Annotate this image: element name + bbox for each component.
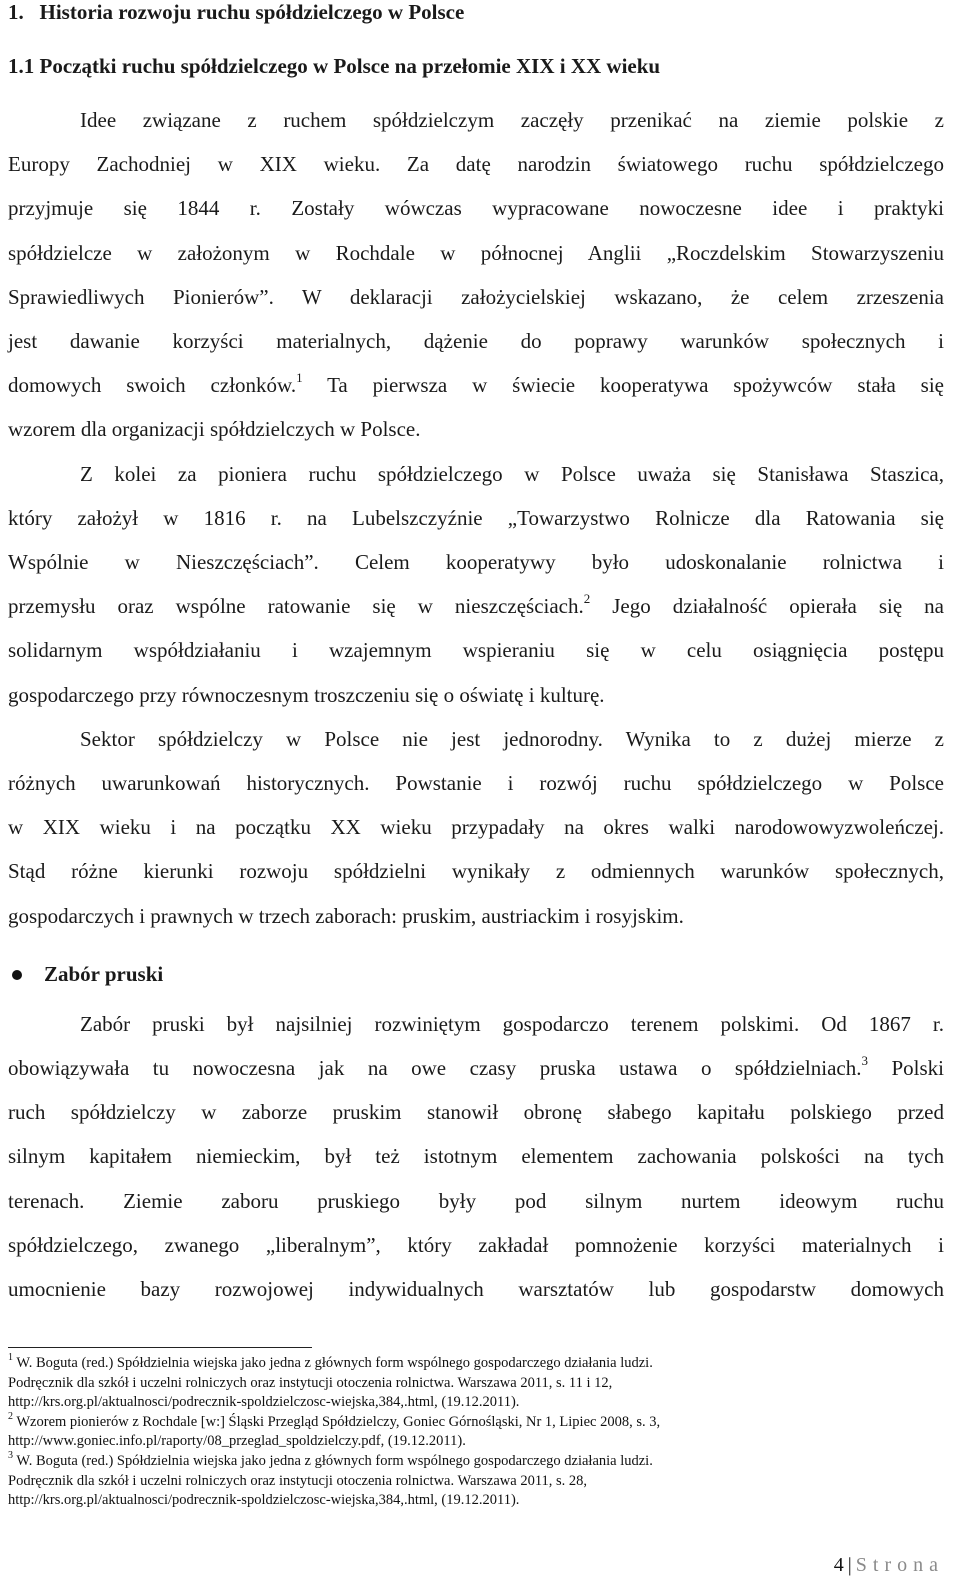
paragraph-3 [8,717,944,938]
footnote-number: 1 [8,1352,13,1364]
text-line: Sprawiedliwych Pionierów”. W deklaracji założycielskiej wskazano, że celem zrzeszenia [8,284,944,309]
chapter-heading: 1. Historia rozwoju ruchu spółdzielczego w Polsce [8,0,465,24]
text-segment: Ta pierwsza w świecie kooperatywa spożywców stała się [302,373,944,398]
paragraph-4 [8,1002,944,1311]
page-number-separator: | [847,1554,852,1576]
text-line: umocnienie bazy rozwojowej indywidualnych warsztatów lub gospodarstw domowych [8,1277,944,1302]
page-number-value: 4 [833,1554,844,1576]
footnote-line [8,1354,938,1374]
text-line: Z kolei za pioniera ruchu spółdzielczego w Polsce uważa się Stanisława Staszica, [80,461,944,486]
text-line: silnym kapitałem niemieckim, był też istotnym elementem zachowania polskości na tych [8,1144,944,1169]
footnote-separator [8,1347,312,1348]
paragraph-2 [8,452,944,717]
footnote-ref-1[interactable]: 1 [296,370,303,386]
footnote-line [8,1393,938,1413]
text-segment: przemysłu oraz wspólne ratowanie się w nieszczęściach. [8,594,584,619]
footnote-text: W. Boguta (red.) Spółdzielnia wiejska jako jedna z głównych form wspólnego gospodarczego działania ludzi. [13,1452,653,1469]
text-segment: obowiązywała tu nowoczesna jak na owe czasy pruska ustawa o spółdzielniach. [8,1056,862,1081]
footnote-line [8,1452,938,1472]
bullet-label: Zabór pruski [44,962,164,987]
text-segment: domowych swoich członków. [8,373,297,398]
text-line [8,363,944,407]
footnote-text: Podręcznik dla szkół i uczelni rolniczych oraz instytucji otoczenia rolnictwa. Warszawa 2011, s. 11 i 12, [8,1374,613,1391]
text-line: wzorem dla organizacji spółdzielczych w Polsce. [8,417,421,442]
footnote-link[interactable]: http://krs.org.pl/aktualnosci/podrecznik-spoldzielczosc-wiejska,384,.html, (19.12.2011). [8,1394,520,1411]
footnote-line [8,1410,938,1433]
text-line: gospodarczych i prawnych w trzech zaborach: pruskim, austriackim i rosyjskim. [8,903,684,928]
text-line: gospodarczego przy równoczesnym troszczeniu się o oświatę i kulturę. [8,682,605,707]
paragraph-1 [8,98,944,452]
text-line: Idee związane z ruchem spółdzielczym zaczęły przenikać na ziemie polskie z [80,108,944,132]
footnote-link[interactable]: http://krs.org.pl/aktualnosci/podrecznik-spoldzielczosc-wiejska,384,.html, (19.12.2011). [8,1492,520,1509]
text-line: Stąd różne kierunki rozwoju spółdzielni wynikały z odmiennych warunków społecznych, [8,859,944,884]
bullet-icon [12,970,22,980]
text-line: terenach. Ziemie zaboru pruskiego były pod silnym nurtem ideowym ruchu [8,1188,944,1213]
footnote-line [8,1472,938,1492]
bullet-item-zabor-pruski [8,952,944,998]
text-segment: Polski [867,1056,944,1081]
text-line: w XIX wieku i na początku XX wieku przypadały na okres walki narodowowyzwoleńczej. [8,815,944,840]
footnote-text: Podręcznik dla szkół i uczelni rolniczych oraz instytucji otoczenia rolnictwa. Warszawa 2011, s. 28, [8,1472,588,1489]
footnote-text: W. Boguta (red.) Spółdzielnia wiejska jako jedna z głównych form wspólnego gospodarczego działania ludzi. [13,1355,653,1371]
text-line: spółdzielcze w założonym w Rochdale w północnej Anglii „Roczdelskim Stowarzyszeniu [8,240,944,265]
text-line: który założył w 1816 r. na Lubelszczyźnie „Towarzystwo Rolnicze dla Ratowania się [8,505,944,530]
text-line: Wspólnie w Nieszczęściach”. Celem kooperatywy było udoskonalanie rolnictwa i [8,550,944,575]
text-segment: Jego działalność opierała się na [590,594,944,619]
footnote-number: 3 [8,1450,13,1462]
text-line: jest dawanie korzyści materialnych, dążenie do poprawy warunków społecznych i [8,329,944,354]
text-line [8,584,944,628]
text-line: Zabór pruski był najsilniej rozwiniętym gospodarczo terenem polskimi. Od 1867 r. [80,1011,944,1036]
text-line: Sektor spółdzielczy w Polsce nie jest jednorodny. Wynika to z dużej mierze z [80,726,944,751]
page-number [834,1554,944,1577]
footnote-line [8,1374,938,1394]
footnote-ref-3[interactable]: 3 [861,1053,868,1069]
text-line [8,1046,944,1090]
footnote-number: 2 [8,1410,13,1422]
text-line: solidarnym współdziałaniu i wzajemnym wspieraniu się w celu osiągnięcia postępu [8,638,944,663]
text-line: ruch spółdzielczy w zaborze pruskim stanowił obronę słabego kapitału polskiego przed [8,1100,944,1125]
text-line: spółdzielczego, zwanego „liberalnym”, który zakładał pomnożenie korzyści materialnych i [8,1232,944,1257]
footnote-line [8,1491,938,1511]
footnote-ref-2[interactable]: 2 [583,591,591,607]
page-number-label: Strona [855,1554,944,1576]
footnote-link[interactable]: http://www.goniec.info.pl/raporty/08_przeglad_spoldzielczy.pdf, (19.12.2011). [8,1433,466,1450]
section-heading: 1.1 Początki ruchu spółdzielczego w Polsce na przełomie XIX i XX wieku [8,54,661,78]
footnotes [8,1354,938,1511]
text-line: różnych uwarunkowań historycznych. Powstanie i rozwój ruchu spółdzielczego w Polsce [8,771,944,796]
text-line: Europy Zachodniej w XIX wieku. Za datę narodzin światowego ruchu spółdzielczego [8,152,944,177]
text-line: przyjmuje się 1844 r. Zostały wówczas wypracowane nowoczesne idee i praktyki [8,196,944,221]
footnote-text: Wzorem pionierów z Rochdale [w:] Śląski Przegląd Spółdzielczy, Goniec Górnośląski, Nr 1, Lipiec 2008, s. 3, [13,1413,661,1430]
footnote-line [8,1432,938,1452]
